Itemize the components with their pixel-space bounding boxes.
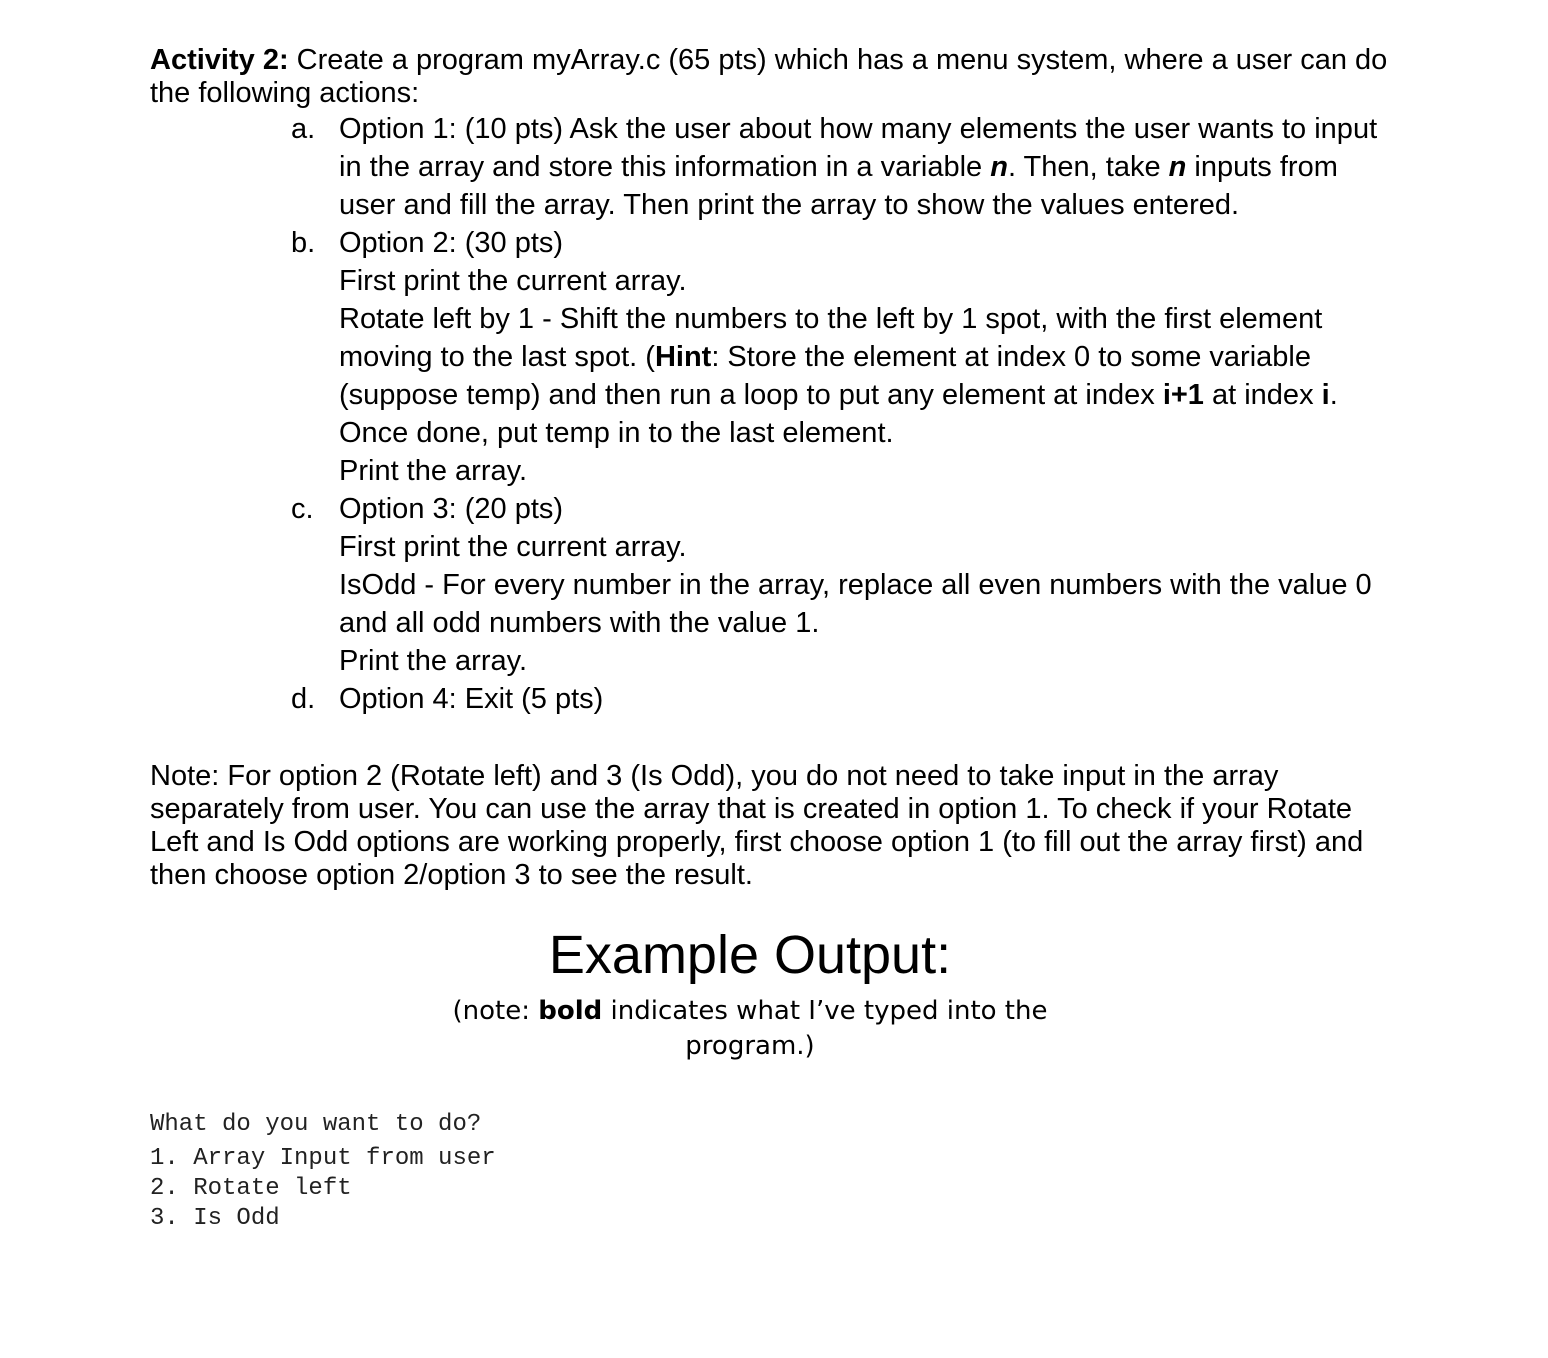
option-2-title: Option 2: (30 pts) — [339, 227, 564, 259]
activity-description: Create a program myArray.c (65 pts) which has a menu system, where a user can do the following actions: — [150, 44, 1388, 109]
list-marker: b. — [291, 227, 316, 259]
variable-n: n — [990, 151, 1008, 183]
option-3-step-print-result: Print the array. — [339, 645, 528, 677]
action-list — [150, 110, 1390, 718]
list-marker: a. — [291, 113, 316, 145]
option-3-isodd-description: IsOdd - For every number in the array, replace all even numbers with the value 0 and all odd numbers with the value 1. — [339, 569, 1372, 639]
list-item-option-1 — [291, 110, 1390, 224]
index-i-plus-1: i+1 — [1162, 379, 1204, 411]
index-i: i — [1321, 379, 1330, 411]
option-1-description: Option 1: (10 pts) Ask the user about how many elements the user wants to input in the array and store this information in a variable n. Then, take n inputs from user and fill the array. Then print the array to show the values entered. — [339, 113, 1378, 221]
option-4-title: Option 4: Exit (5 pts) — [339, 683, 604, 715]
option-2-rotate-description: Rotate left by 1 - Shift the numbers to the left by 1 spot, with the first element moving to the last spot. (Hint: Store the element at index 0 to some variable (suppose temp) and then run a loop to put any element at index i+1 at index i. Once done, put temp in to the last element. — [339, 303, 1338, 449]
document-page — [150, 44, 1390, 1234]
console-line: 3. Is Odd — [150, 1205, 280, 1232]
option-2-step-print: First print the current array. — [339, 265, 687, 297]
option-3-step-print: First print the current array. — [339, 531, 687, 563]
variable-n: n — [1168, 151, 1187, 183]
note-paragraph: Note: For option 2 (Rotate left) and 3 (Is Odd), you do not need to take input in the array separately from user. You can use the array that is created in option 1. To check if your Rotate Left and Is Odd options are working properly, first choose option 1 (to fill out the array first) and then choose option 2/option 3 to see the result. — [150, 760, 1364, 891]
console-line: 2. Rotate left — [150, 1175, 352, 1202]
bold-word: bold — [538, 996, 603, 1026]
example-output-note: (note: bold indicates what I’ve typed into the program.) — [452, 996, 1048, 1061]
list-marker: c. — [291, 493, 314, 525]
list-item-option-4 — [291, 680, 1390, 718]
hint-label: Hint — [654, 341, 712, 373]
console-line: 1. Array Input from user — [150, 1145, 496, 1172]
list-item-option-2 — [291, 224, 1390, 490]
console-line: What do you want to do? — [150, 1111, 482, 1138]
option-2-step-print-result: Print the array. — [339, 455, 528, 487]
list-item-option-3 — [291, 490, 1390, 680]
option-3-title: Option 3: (20 pts) — [339, 493, 564, 525]
console-output — [150, 1110, 1390, 1234]
example-output-heading: Example Output: — [548, 925, 952, 985]
activity-intro — [150, 44, 1390, 110]
list-marker: d. — [291, 683, 316, 715]
activity-label: Activity 2: — [150, 44, 289, 76]
